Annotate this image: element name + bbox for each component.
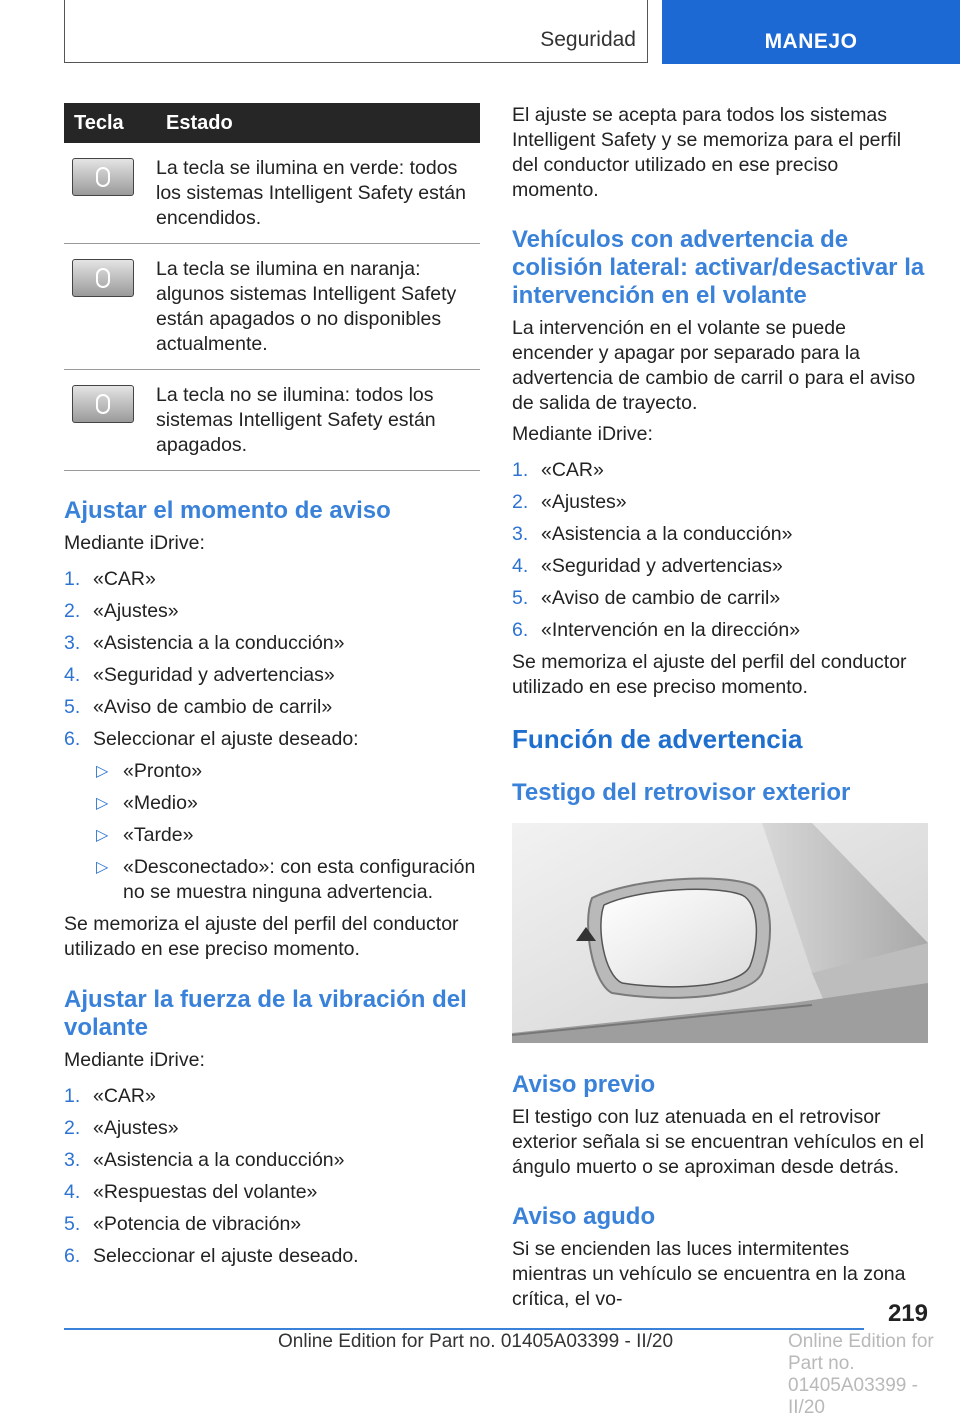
table-row — [64, 244, 480, 370]
key-status-table — [64, 103, 480, 471]
paragraph: La intervención en el volante se puede encender y apagar por separado para la advertencia de cambio de carril o para el aviso de salida de trayecto. — [512, 317, 916, 414]
section-heading: Ajustar la fuerza de la vibración del volante — [64, 986, 467, 1041]
paragraph: Si se encienden las luces intermitentes mientras un vehículo se encuentra en la zona crítica, el vo- — [512, 1238, 906, 1310]
table-cell-status: La tecla no se ilumina: todos los sistemas Intelligent Safety están apagados. — [156, 370, 480, 471]
triangle-bullet-icon: ▷ — [96, 859, 109, 876]
list-item: 2. «Ajustes» — [64, 600, 179, 622]
list-item: 4. «Respuestas del volante» — [64, 1181, 318, 1203]
section-heading: Aviso agudo — [512, 1203, 656, 1230]
table-cell-status: La tecla se ilumina en naranja: algunos sistemas Intelligent Safety están apagados o no disponibles actualmente. — [156, 244, 480, 370]
sub-list-item: ▷ «Tarde» — [96, 824, 194, 846]
paragraph: Se memoriza el ajuste del perfil del conductor utilizado en ese preciso momento. — [64, 913, 459, 960]
list-item: 1. «CAR» — [512, 459, 604, 481]
list-item: 2. «Ajustes» — [512, 491, 627, 513]
list-item: 3. «Asistencia a la conducción» — [512, 523, 793, 545]
paragraph: Mediante iDrive: — [512, 423, 653, 445]
list-item: 6. Seleccionar el ajuste deseado: ▷ «Pronto» ▷ «Medio» ▷ «Tarde» ▷ «Desconectado»: con esta configuración no se muestra ninguna advertencia. — [64, 727, 480, 905]
list-item: 4. «Seguridad y advertencias» — [64, 664, 335, 686]
list-item: 4. «Seguridad y advertencias» — [512, 555, 783, 577]
table-row — [64, 143, 480, 244]
left-column — [64, 103, 480, 1276]
footer-divider — [64, 1328, 864, 1330]
steps-list — [64, 567, 480, 905]
sub-list-item: ▷ «Desconectado»: con esta configuración no se muestra ninguna advertencia. — [96, 856, 476, 903]
list-item: 6. Seleccionar el ajuste deseado. — [64, 1245, 359, 1267]
steps-list — [512, 458, 928, 643]
header-chapter-tab[interactable]: MANEJO — [662, 0, 960, 64]
paragraph: Se memoriza el ajuste del perfil del conductor utilizado en ese preciso momento. — [512, 651, 907, 698]
intelligent-safety-key-icon — [72, 385, 134, 423]
section-heading: Aviso previo — [512, 1071, 656, 1098]
side-mirror-illustration — [512, 823, 928, 1043]
triangle-bullet-icon: ▷ — [96, 795, 109, 812]
list-item: 6. «Intervención en la dirección» — [512, 619, 801, 641]
list-item: 5. «Potencia de vibración» — [64, 1213, 302, 1235]
section-heading: Vehículos con advertencia de colisión lateral: activar/desactivar la intervención en el volante — [512, 226, 925, 309]
footer-edition: Online Edition for Part no. 01405A03399 - II/20 — [278, 1331, 674, 1352]
paragraph: Mediante iDrive: — [64, 532, 205, 554]
intelligent-safety-key-icon — [72, 259, 134, 297]
intelligent-safety-key-icon — [72, 158, 134, 196]
paragraph: Mediante iDrive: — [64, 1049, 205, 1071]
list-item: 3. «Asistencia a la conducción» — [64, 632, 345, 654]
table-row — [64, 370, 480, 471]
sub-list-item: ▷ «Pronto» — [96, 760, 203, 782]
list-item: 5. «Aviso de cambio de carril» — [512, 587, 781, 609]
right-column — [512, 103, 928, 1312]
sub-list-item: ▷ «Medio» — [96, 792, 198, 814]
header-section-title: Seguridad — [540, 28, 636, 51]
section-heading: Ajustar el momento de aviso — [64, 497, 391, 524]
triangle-bullet-icon: ▷ — [96, 763, 109, 780]
footer-watermark: Online Edition for Part no. 01405A03399 - II/20 — [788, 1331, 934, 1418]
list-item: 3. «Asistencia a la conducción» — [64, 1149, 345, 1171]
list-item: 1. «CAR» — [64, 568, 156, 590]
page-number: 219 — [887, 1300, 928, 1327]
triangle-bullet-icon: ▷ — [96, 827, 109, 844]
table-cell-status: La tecla se ilumina en verde: todos los sistemas Intelligent Safety están encendidos. — [156, 143, 480, 244]
list-item: 5. «Aviso de cambio de carril» — [64, 696, 333, 718]
sub-list — [64, 759, 480, 905]
table-header-status: Estado — [156, 103, 480, 143]
table-header-key: Tecla — [64, 103, 156, 143]
list-item: 1. «CAR» — [64, 1085, 156, 1107]
steps-list — [64, 1084, 480, 1269]
paragraph: El testigo con luz atenuada en el retrovisor exterior señala si se encuentran vehículos en el ángulo muerto o se aproximan desde detrás. — [512, 1106, 924, 1178]
section-heading: Testigo del retrovisor exterior — [512, 779, 851, 806]
list-item: 2. «Ajustes» — [64, 1117, 179, 1139]
page-header — [0, 0, 960, 66]
chapter-heading: Función de advertencia — [512, 724, 803, 754]
paragraph: El ajuste se acepta para todos los sistemas Intelligent Safety y se memoriza para el perfil del conductor utilizado en ese preciso momento. — [512, 104, 902, 201]
